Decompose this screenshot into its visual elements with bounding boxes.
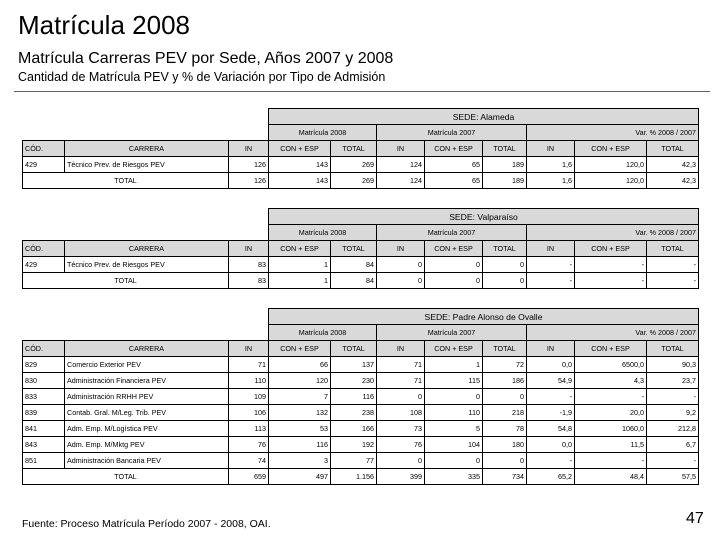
cell-vt: - xyxy=(647,453,699,469)
table-cell xyxy=(23,125,269,141)
cell-ce08: 53 xyxy=(269,421,331,437)
total-vt: 42,3 xyxy=(647,173,699,189)
table-row xyxy=(23,157,699,173)
cell-in08: 71 xyxy=(229,357,269,373)
cell-carrera: Administración Bancaria PEV xyxy=(65,453,229,469)
cell-cod: 851 xyxy=(23,453,65,469)
cell-t08: 137 xyxy=(331,357,377,373)
cell-vt: 6,7 xyxy=(647,437,699,453)
cell-cod: 841 xyxy=(23,421,65,437)
total-t08: 84 xyxy=(331,273,377,289)
cell-in08: 74 xyxy=(229,453,269,469)
cell-vt: - xyxy=(647,257,699,273)
cell-in07: 73 xyxy=(377,421,425,437)
total-ce08: 1 xyxy=(269,273,331,289)
cell-vt: 212,8 xyxy=(647,421,699,437)
cell-in08: 113 xyxy=(229,421,269,437)
total-vin: 1,6 xyxy=(527,173,575,189)
column-header-total: TOTAL xyxy=(647,341,699,357)
column-header-total: TOTAL xyxy=(483,141,527,157)
column-header-in: IN xyxy=(527,341,575,357)
cell-in07: 76 xyxy=(377,437,425,453)
table-cell xyxy=(23,209,269,225)
cell-cod: 829 xyxy=(23,357,65,373)
cell-t07: 72 xyxy=(483,357,527,373)
total-ce08: 143 xyxy=(269,173,331,189)
cell-vce: 11,5 xyxy=(575,437,647,453)
group-header-row xyxy=(23,325,699,341)
sede-title-row xyxy=(23,309,699,325)
column-header-total: TOTAL xyxy=(483,241,527,257)
column-header-con-esp: CON + ESP xyxy=(575,241,647,257)
total-t08: 1.156 xyxy=(331,469,377,485)
cell-ce07: 104 xyxy=(425,437,483,453)
cell-t08: 230 xyxy=(331,373,377,389)
table-row xyxy=(23,437,699,453)
cell-vin: 0,0 xyxy=(527,357,575,373)
cell-t07: 78 xyxy=(483,421,527,437)
total-t07: 734 xyxy=(483,469,527,485)
cell-vce: - xyxy=(575,389,647,405)
cell-t07: 0 xyxy=(483,389,527,405)
total-label: TOTAL xyxy=(23,469,229,485)
cell-in07: 124 xyxy=(377,157,425,173)
sede-table xyxy=(22,308,699,485)
cell-ce08: 143 xyxy=(269,157,331,173)
total-t08: 269 xyxy=(331,173,377,189)
group-header-variation: Var. % 2008 / 2007 xyxy=(527,125,699,141)
cell-ce07: 65 xyxy=(425,157,483,173)
cell-ce07: 0 xyxy=(425,389,483,405)
table-row xyxy=(23,373,699,389)
cell-t08: 116 xyxy=(331,389,377,405)
sede-title: SEDE: Alameda xyxy=(269,109,699,125)
cell-vin: - xyxy=(527,389,575,405)
column-header-total: TOTAL xyxy=(331,341,377,357)
cell-carrera: Administración Financiera PEV xyxy=(65,373,229,389)
cell-in07: 108 xyxy=(377,405,425,421)
total-vce: 48,4 xyxy=(575,469,647,485)
cell-in07: 0 xyxy=(377,389,425,405)
cell-ce08: 120 xyxy=(269,373,331,389)
cell-vce: 4,3 xyxy=(575,373,647,389)
title-divider xyxy=(14,91,710,92)
total-in07: 399 xyxy=(377,469,425,485)
column-header-row xyxy=(23,241,699,257)
cell-vce: 20,0 xyxy=(575,405,647,421)
table-cell xyxy=(23,109,269,125)
cell-carrera: Técnico Prev. de Riesgos PEV xyxy=(65,157,229,173)
cell-in07: 71 xyxy=(377,373,425,389)
cell-ce08: 7 xyxy=(269,389,331,405)
table-row xyxy=(23,453,699,469)
cell-vt: 90,3 xyxy=(647,357,699,373)
cell-cod: 429 xyxy=(23,157,65,173)
cell-vt: 9,2 xyxy=(647,405,699,421)
cell-vce: 6500,0 xyxy=(575,357,647,373)
cell-cod: 830 xyxy=(23,373,65,389)
cell-cod: 429 xyxy=(23,257,65,273)
cell-in08: 106 xyxy=(229,405,269,421)
group-header-variation: Var. % 2008 / 2007 xyxy=(527,225,699,241)
total-label: TOTAL xyxy=(23,173,229,189)
cell-ce08: 116 xyxy=(269,437,331,453)
cell-ce07: 115 xyxy=(425,373,483,389)
column-header-con-esp: CON + ESP xyxy=(269,241,331,257)
column-header-con-esp: CON + ESP xyxy=(425,341,483,357)
cell-carrera: Contab. Gral. M/Leg. Trib. PEV xyxy=(65,405,229,421)
cell-carrera: Técnico Prev. de Riesgos PEV xyxy=(65,257,229,273)
column-header-row xyxy=(23,141,699,157)
cell-in08: 76 xyxy=(229,437,269,453)
column-header-in: IN xyxy=(527,141,575,157)
group-header-variation: Var. % 2008 / 2007 xyxy=(527,325,699,341)
column-header-in: IN xyxy=(527,241,575,257)
column-header-con-esp: CON + ESP xyxy=(269,141,331,157)
total-vin: 65,2 xyxy=(527,469,575,485)
cell-vin: - xyxy=(527,257,575,273)
total-in08: 83 xyxy=(229,273,269,289)
cell-ce07: 5 xyxy=(425,421,483,437)
group-header-row xyxy=(23,125,699,141)
cell-cod: 843 xyxy=(23,437,65,453)
table-cell xyxy=(23,325,269,341)
sede-title: SEDE: Valparaíso xyxy=(269,209,699,225)
cell-vin: -1,9 xyxy=(527,405,575,421)
page-description: Cantidad de Matrícula PEV y % de Variación por Tipo de Admisión xyxy=(18,70,386,84)
cell-vin: 1,6 xyxy=(527,157,575,173)
cell-t08: 192 xyxy=(331,437,377,453)
sede-title-row xyxy=(23,209,699,225)
cell-vin: 54,9 xyxy=(527,373,575,389)
column-header-carrera: CARRERA xyxy=(65,341,229,357)
cell-vce: 120,0 xyxy=(575,157,647,173)
cell-t08: 269 xyxy=(331,157,377,173)
cell-t07: 180 xyxy=(483,437,527,453)
cell-carrera: Adm. Emp. M/Logística PEV xyxy=(65,421,229,437)
cell-carrera: Comercio Exterior PEV xyxy=(65,357,229,373)
cell-vt: 42,3 xyxy=(647,157,699,173)
cell-vce: - xyxy=(575,257,647,273)
cell-t07: 186 xyxy=(483,373,527,389)
page-subtitle: Matrícula Carreras PEV por Sede, Años 2007 y 2008 xyxy=(18,50,394,67)
column-header-total: TOTAL xyxy=(483,341,527,357)
cell-ce07: 1 xyxy=(425,357,483,373)
cell-t08: 77 xyxy=(331,453,377,469)
group-header-2008: Matrícula 2008 xyxy=(269,125,377,141)
total-ce07: 65 xyxy=(425,173,483,189)
column-header-carrera: CARRERA xyxy=(65,141,229,157)
total-ce07: 335 xyxy=(425,469,483,485)
column-header-con-esp: CON + ESP xyxy=(575,141,647,157)
column-header-carrera: CARRERA xyxy=(65,241,229,257)
cell-vin: - xyxy=(527,453,575,469)
total-in07: 0 xyxy=(377,273,425,289)
total-row xyxy=(23,173,699,189)
total-vt: 57,5 xyxy=(647,469,699,485)
column-header-in: IN xyxy=(377,341,425,357)
cell-vt: - xyxy=(647,389,699,405)
cell-t07: 0 xyxy=(483,453,527,469)
table-row xyxy=(23,357,699,373)
column-header-in: IN xyxy=(377,141,425,157)
total-in07: 124 xyxy=(377,173,425,189)
column-header-con-esp: CON + ESP xyxy=(425,141,483,157)
total-ce07: 0 xyxy=(425,273,483,289)
column-header-row xyxy=(23,341,699,357)
total-in08: 659 xyxy=(229,469,269,485)
cell-t08: 238 xyxy=(331,405,377,421)
column-header-in: IN xyxy=(229,141,269,157)
table-row xyxy=(23,257,699,273)
table-cell xyxy=(23,309,269,325)
total-vce: - xyxy=(575,273,647,289)
group-header-2007: Matrícula 2007 xyxy=(377,125,527,141)
total-t07: 0 xyxy=(483,273,527,289)
column-header-total: TOTAL xyxy=(331,141,377,157)
group-header-row xyxy=(23,225,699,241)
cell-t08: 166 xyxy=(331,421,377,437)
total-vt: - xyxy=(647,273,699,289)
cell-vt: 23,7 xyxy=(647,373,699,389)
cell-ce08: 3 xyxy=(269,453,331,469)
cell-ce08: 1 xyxy=(269,257,331,273)
cell-in08: 109 xyxy=(229,389,269,405)
cell-vin: 54,8 xyxy=(527,421,575,437)
sede-table xyxy=(22,108,699,189)
cell-t07: 0 xyxy=(483,257,527,273)
column-header-in: IN xyxy=(229,241,269,257)
cell-cod: 833 xyxy=(23,389,65,405)
total-in08: 126 xyxy=(229,173,269,189)
column-header-total: TOTAL xyxy=(647,241,699,257)
table-row xyxy=(23,405,699,421)
total-t07: 189 xyxy=(483,173,527,189)
cell-in07: 0 xyxy=(377,257,425,273)
cell-in07: 0 xyxy=(377,453,425,469)
column-header-total: TOTAL xyxy=(331,241,377,257)
total-row xyxy=(23,273,699,289)
page-title: Matrícula 2008 xyxy=(18,10,190,40)
column-header-cod: CÓD. xyxy=(23,141,65,157)
column-header-in: IN xyxy=(229,341,269,357)
cell-ce08: 132 xyxy=(269,405,331,421)
cell-carrera: Adm. Emp. M/Mktg PEV xyxy=(65,437,229,453)
cell-ce07: 0 xyxy=(425,453,483,469)
table-row xyxy=(23,389,699,405)
cell-in08: 83 xyxy=(229,257,269,273)
total-vin: - xyxy=(527,273,575,289)
cell-in08: 110 xyxy=(229,373,269,389)
total-vce: 120,0 xyxy=(575,173,647,189)
cell-carrera: Administración RRHH PEV xyxy=(65,389,229,405)
table-row xyxy=(23,421,699,437)
cell-cod: 839 xyxy=(23,405,65,421)
sede-table xyxy=(22,208,699,289)
column-header-con-esp: CON + ESP xyxy=(425,241,483,257)
cell-t08: 84 xyxy=(331,257,377,273)
cell-t07: 218 xyxy=(483,405,527,421)
cell-ce07: 0 xyxy=(425,257,483,273)
group-header-2007: Matrícula 2007 xyxy=(377,325,527,341)
column-header-con-esp: CON + ESP xyxy=(575,341,647,357)
cell-t07: 189 xyxy=(483,157,527,173)
group-header-2008: Matrícula 2008 xyxy=(269,225,377,241)
sede-title: SEDE: Padre Alonso de Ovalle xyxy=(269,309,699,325)
column-header-in: IN xyxy=(377,241,425,257)
column-header-cod: CÓD. xyxy=(23,341,65,357)
group-header-2008: Matrícula 2008 xyxy=(269,325,377,341)
cell-ce08: 66 xyxy=(269,357,331,373)
column-header-total: TOTAL xyxy=(647,141,699,157)
cell-ce07: 110 xyxy=(425,405,483,421)
cell-vce: 1060,0 xyxy=(575,421,647,437)
cell-vce: - xyxy=(575,453,647,469)
sede-title-row xyxy=(23,109,699,125)
cell-in07: 71 xyxy=(377,357,425,373)
group-header-2007: Matrícula 2007 xyxy=(377,225,527,241)
cell-in08: 126 xyxy=(229,157,269,173)
cell-vin: 0,0 xyxy=(527,437,575,453)
total-row xyxy=(23,469,699,485)
total-label: TOTAL xyxy=(23,273,229,289)
column-header-con-esp: CON + ESP xyxy=(269,341,331,357)
total-ce08: 497 xyxy=(269,469,331,485)
table-cell xyxy=(23,225,269,241)
page-number: 47 xyxy=(686,510,704,527)
source-note: Fuente: Proceso Matrícula Período 2007 - 2008, OAI. xyxy=(22,518,271,530)
column-header-cod: CÓD. xyxy=(23,241,65,257)
